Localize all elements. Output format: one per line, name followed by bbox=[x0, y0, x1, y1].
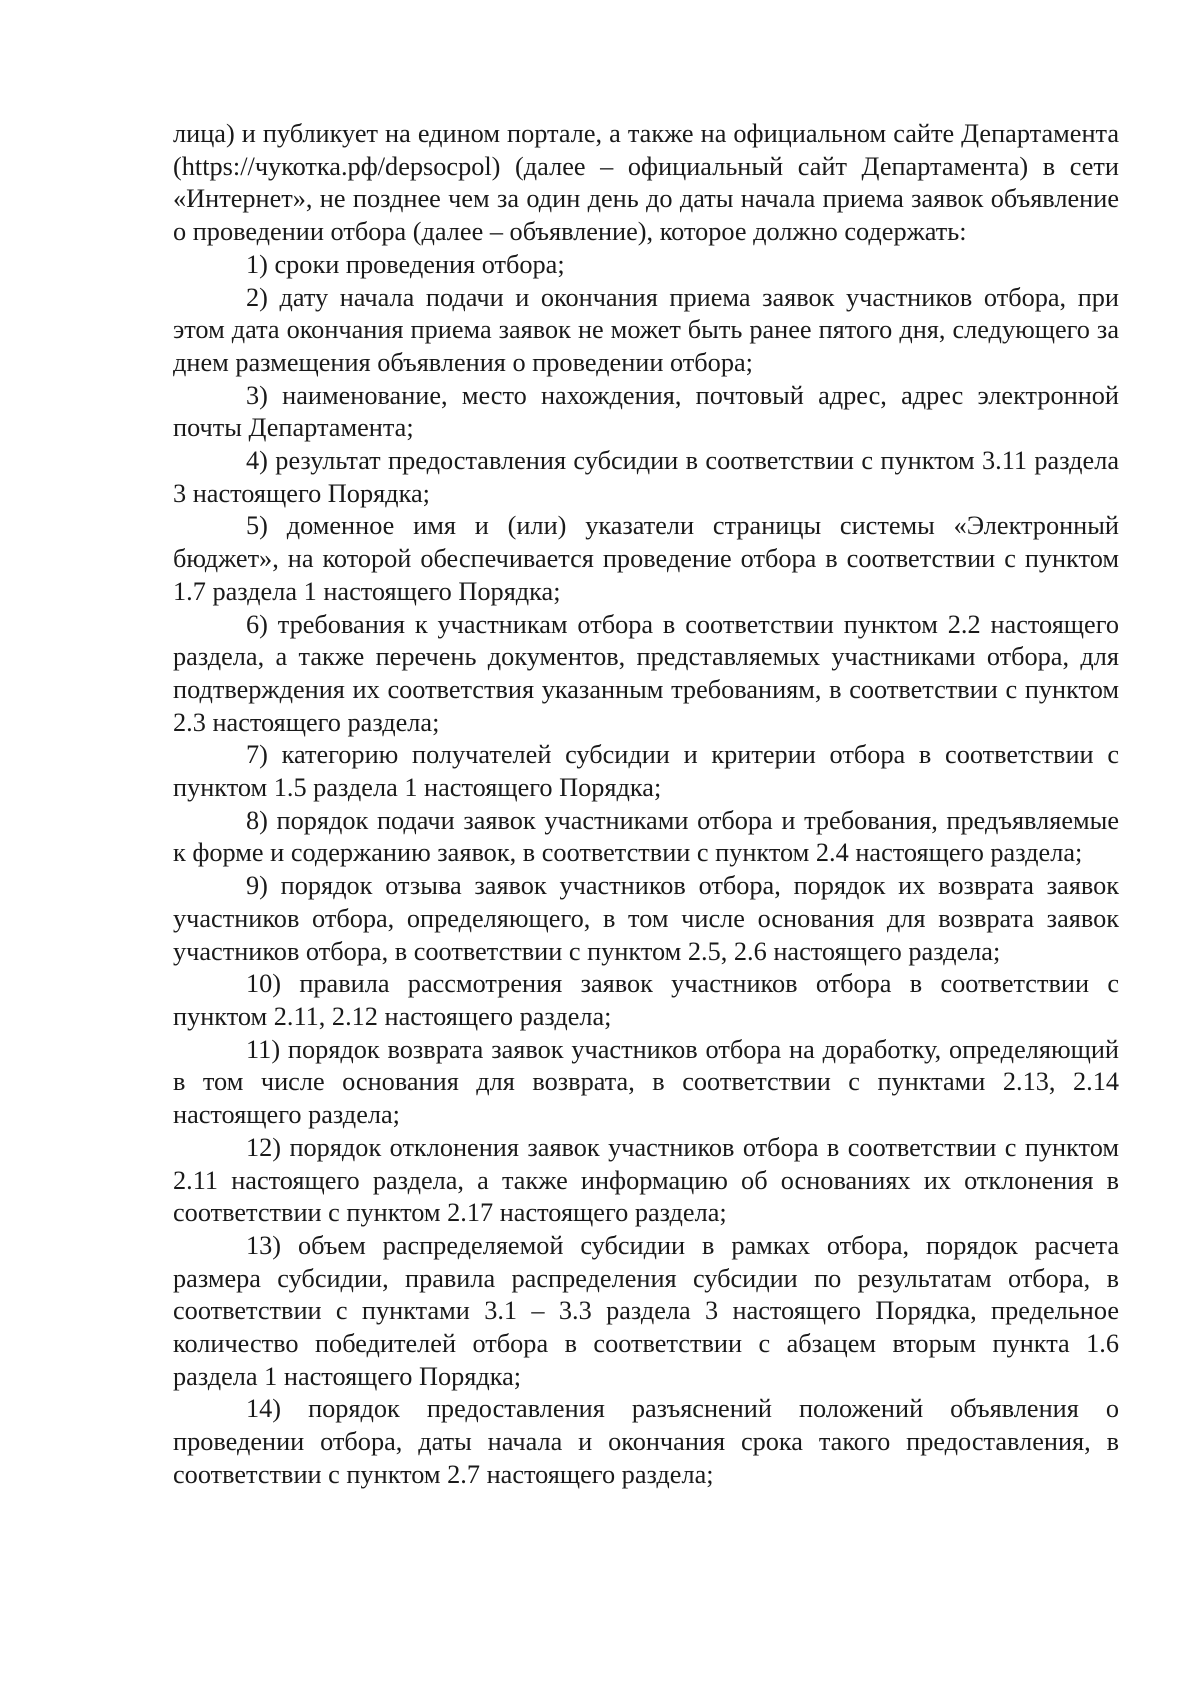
list-item-2: 2) дату начала подачи и окончания приема заявок участников отбора, при этом дата окончания приема заявок не может быть ранее пятого дня, следующего за днем размещения объявления о проведении отбора; bbox=[173, 282, 1119, 377]
list-item-8: 8) порядок подачи заявок участниками отбора и требования, предъявляемые к форме и содержанию заявок, в соответствии с пунктом 2.4 настоящего раздела; bbox=[173, 805, 1119, 868]
paragraph-intro: лица) и публикует на едином портале, а также на официальном сайте Департамента (https://чукотка.рф/depsocpol) (далее – официальный сайт Департамента) в сети «Интернет», не позднее чем за один день до даты начала приема заявок объявление о проведении отбора (далее – объявление), которое должно содержать: bbox=[173, 119, 1119, 247]
list-item-14: 14) порядок предоставления разъяснений положений объявления о проведении отбора, даты начала и окончания срока такого предоставления, в соответствии с пунктом 2.7 настоящего раздела; bbox=[173, 1394, 1119, 1489]
list-item-9: 9) порядок отзыва заявок участников отбора, порядок их возврата заявок участников отбора, определяющего, в том числе основания для возврата заявок участников отбора, в соответствии с пунктом 2.5, 2.6 настоящего раздела; bbox=[173, 871, 1119, 966]
list-item-1: 1) сроки проведения отбора; bbox=[246, 249, 565, 279]
list-item-4: 4) результат предоставления субсидии в соответствии с пунктом 3.11 раздела 3 настоящего Порядка; bbox=[173, 446, 1119, 508]
document-body bbox=[173, 118, 1119, 1492]
list-item-5: 5) доменное имя и (или) указатели страницы системы «Электронный бюджет», на которой обеспечивается проведение отбора в соответствии с пунктом 1.7 раздела 1 настоящего Порядка; bbox=[173, 511, 1119, 606]
list-item-3: 3) наименование, место нахождения, почтовый адрес, адрес электронной почты Департамента; bbox=[173, 380, 1119, 443]
list-item-13: 13) объем распределяемой субсидии в рамках отбора, порядок расчета размера субсидии, правила распределения субсидии по результатам отбора, в соответствии с пунктами 3.1 – 3.3 раздела 3 настоящего Порядка, предельное количество победителей отбора в соответствии с абзацем вторым пункта 1.6 раздела 1 настоящего Порядка; bbox=[173, 1230, 1119, 1391]
list-item-11: 11) порядок возврата заявок участников отбора на доработку, определяющий в том числе основания для возврата, в соответствии с пунктами 2.13, 2.14 настоящего раздела; bbox=[173, 1034, 1119, 1130]
list-item-7: 7) категорию получателей субсидии и критерии отбора в соответствии с пунктом 1.5 раздела 1 настоящего Порядка; bbox=[173, 740, 1119, 803]
list-item-10: 10) правила рассмотрения заявок участников отбора в соответствии с пунктом 2.11, 2.12 настоящего раздела; bbox=[173, 969, 1119, 1031]
list-item-12: 12) порядок отклонения заявок участников отбора в соответствии с пунктом 2.11 настоящего раздела, а также информацию об основаниях их отклонения в соответствии с пунктом 2.17 настоящего раздела; bbox=[173, 1132, 1119, 1228]
list-item-6: 6) требования к участникам отбора в соответствии пунктом 2.2 настоящего раздела, а также перечень документов, представляемых участниками отбора, для подтверждения их соответствия указанным требованиям, в соответствии с пунктом 2.3 настоящего раздела; bbox=[173, 609, 1119, 737]
